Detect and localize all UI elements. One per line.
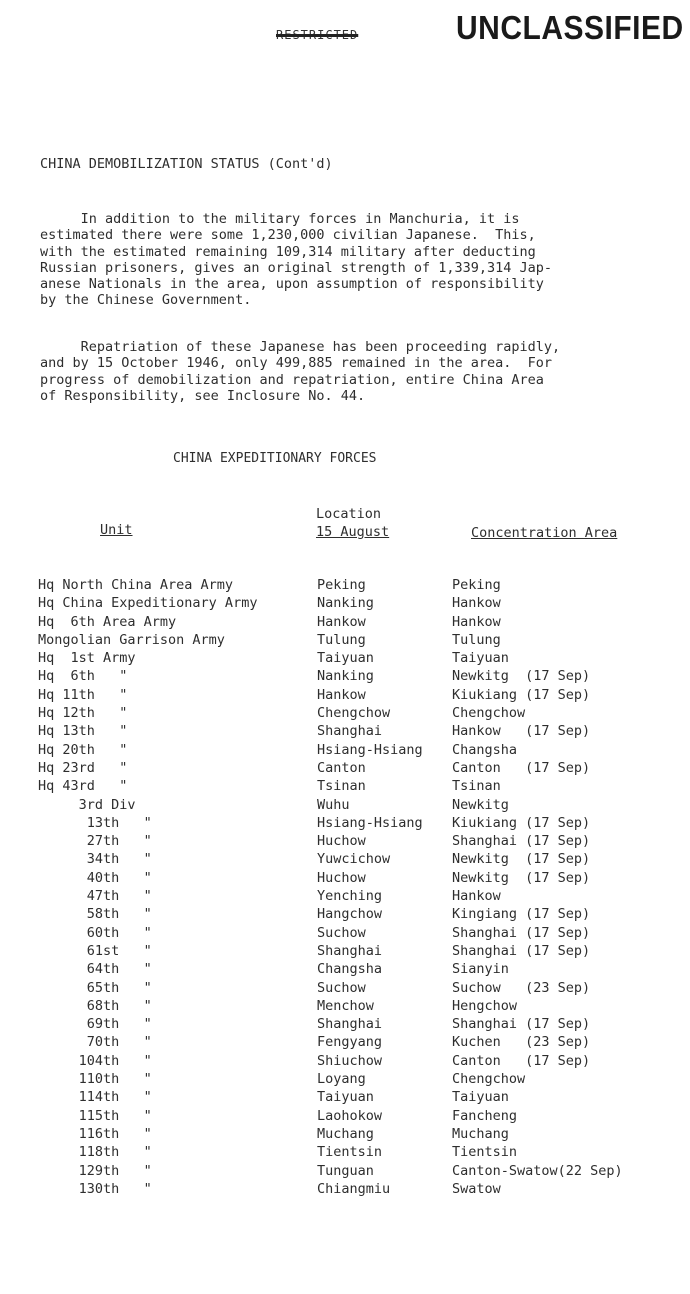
area-cell: Newkitg (17 Sep) [452, 869, 591, 886]
unit-cell: 58th " [38, 906, 152, 923]
area-cell: Shanghai (17 Sep) [452, 833, 591, 850]
unit-cell: Hq 1st Army [38, 650, 136, 667]
area-cell: Changsha [452, 741, 518, 758]
table-row [0, 1033, 690, 1051]
restricted-stamp-struck: RESTRICTED [276, 28, 359, 42]
table-row [0, 576, 690, 594]
table-row [0, 832, 690, 850]
table-row [0, 887, 690, 905]
area-cell: Taiyuan [452, 1089, 509, 1106]
unit-cell: 60th " [38, 924, 152, 941]
paragraph-line: Repatriation of these Japanese has been proceeding rapidly, [40, 339, 561, 355]
location-cell: Huchow [317, 833, 366, 850]
unit-cell: 116th " [38, 1125, 152, 1142]
area-cell: Sianyin [452, 961, 509, 978]
table-row [0, 814, 690, 832]
area-cell: Kuchen (23 Sep) [452, 1034, 591, 1051]
column-header-area-label: Concentration Area [471, 525, 618, 541]
unit-cell: Hq 13th " [38, 723, 128, 740]
location-cell: Muchang [317, 1125, 374, 1142]
location-cell: Hankow [317, 613, 366, 630]
paragraph-line: by the Chinese Government. [40, 292, 252, 309]
paragraph-line: In addition to the military forces in Manchuria, it is [40, 211, 520, 227]
table-row [0, 1107, 690, 1125]
unit-cell: 34th " [38, 851, 152, 868]
location-cell: Tsinan [317, 778, 366, 795]
area-cell: Muchang [452, 1125, 509, 1142]
unit-cell: 64th " [38, 961, 152, 978]
unit-cell: 40th " [38, 869, 152, 886]
paragraph-civilians [40, 211, 620, 309]
unit-cell: Hq 11th " [38, 686, 128, 703]
unit-table [0, 576, 690, 1198]
location-cell: Tientsin [317, 1144, 383, 1161]
location-cell: Nanking [317, 595, 374, 612]
location-cell: Laohokow [317, 1107, 383, 1124]
unit-cell: 114th " [38, 1089, 152, 1106]
unit-cell: Mongolian Garrison Army [38, 631, 225, 648]
area-cell: Shanghai (17 Sep) [452, 1016, 591, 1033]
area-cell: Hankow [452, 613, 501, 630]
column-header-unit [100, 521, 133, 539]
column-header-area [471, 524, 617, 542]
location-cell: Hsiang-Hsiang [317, 741, 423, 758]
area-cell: Canton-Swatow(22 Sep) [452, 1162, 623, 1179]
unit-cell: 13th " [38, 814, 152, 831]
table-row [0, 631, 690, 649]
table-row [0, 1015, 690, 1033]
unit-cell: Hq 6th Area Army [38, 613, 177, 630]
unit-cell: Hq 20th " [38, 741, 128, 758]
area-cell: Tulung [452, 631, 501, 648]
area-cell: Hankow [452, 888, 501, 905]
unit-cell: 61st " [38, 942, 152, 959]
area-cell: Canton (17 Sep) [452, 759, 591, 776]
area-cell: Swatow [452, 1180, 501, 1197]
area-cell: Chengchow [452, 1071, 526, 1088]
table-row [0, 759, 690, 777]
area-cell: Hengchow [452, 997, 518, 1014]
area-cell: Kiukiang (17 Sep) [452, 686, 591, 703]
table-row [0, 979, 690, 997]
unit-cell: Hq 6th " [38, 668, 128, 685]
table-row [0, 741, 690, 759]
area-cell: Newkitg (17 Sep) [452, 851, 591, 868]
table-row [0, 1162, 690, 1180]
table-row [0, 777, 690, 795]
area-cell: Taiyuan [452, 650, 509, 667]
unit-cell: Hq North China Area Army [38, 577, 234, 593]
area-cell: Chengchow [452, 705, 526, 722]
table-row [0, 613, 690, 631]
area-cell: Fancheng [452, 1107, 518, 1124]
area-cell: Newkitg (17 Sep) [452, 668, 591, 685]
table-row [0, 905, 690, 923]
unit-cell: 65th " [38, 979, 152, 996]
area-cell: Shanghai (17 Sep) [452, 942, 591, 959]
location-cell: Nanking [317, 668, 374, 685]
area-cell: Hankow (17 Sep) [452, 723, 591, 740]
column-header-location [316, 505, 389, 541]
unit-cell: 3rd Div [38, 796, 136, 813]
unit-cell: 115th " [38, 1107, 152, 1124]
location-cell: Huchow [317, 869, 366, 886]
location-cell: Hankow [317, 686, 366, 703]
table-row [0, 1180, 690, 1198]
table-row [0, 960, 690, 978]
table-row [0, 869, 690, 887]
page-header: CHINA DEMOBILIZATION STATUS (Cont'd) [40, 156, 333, 172]
paragraph-line: Russian prisoners, gives an original strength of 1,339,314 Jap- [40, 259, 553, 276]
table-row [0, 1070, 690, 1088]
table-row [0, 850, 690, 868]
table-row [0, 924, 690, 942]
table-row [0, 1125, 690, 1143]
unit-cell: 129th " [38, 1162, 152, 1179]
location-cell: Suchow [317, 979, 366, 996]
area-cell: Canton (17 Sep) [452, 1052, 591, 1069]
paragraph-line: of Responsibility, see Inclosure No. 44. [40, 387, 366, 404]
location-cell: Chiangmiu [317, 1180, 391, 1197]
table-row [0, 667, 690, 685]
area-cell: Kiukiang (17 Sep) [452, 814, 591, 831]
location-cell: Taiyuan [317, 1089, 374, 1106]
location-cell: Yenching [317, 888, 383, 905]
location-cell: Shanghai [317, 1016, 383, 1033]
table-row [0, 796, 690, 814]
location-cell: Suchow [317, 924, 366, 941]
unit-cell: 47th " [38, 888, 152, 905]
paragraph-line: with the estimated remaining 109,314 military after deducting [40, 243, 536, 260]
unclassified-stamp: UNCLASSIFIED [456, 10, 684, 47]
area-cell: Newkitg [452, 796, 509, 813]
area-cell: Shanghai (17 Sep) [452, 924, 591, 941]
location-cell: Hangchow [317, 906, 383, 923]
unit-cell: Hq 43rd " [38, 778, 128, 795]
location-cell: Chengchow [317, 705, 391, 722]
unit-cell: 70th " [38, 1034, 152, 1051]
table-row [0, 1088, 690, 1106]
location-cell: Wuhu [317, 796, 350, 813]
location-cell: Shiuchow [317, 1052, 383, 1069]
unit-cell: Hq 12th " [38, 705, 128, 722]
column-header-location-line1: Location [316, 506, 382, 522]
area-cell: Peking [452, 577, 501, 593]
table-row [0, 942, 690, 960]
unit-cell: Hq 23rd " [38, 759, 128, 776]
location-cell: Hsiang-Hsiang [317, 814, 423, 831]
area-cell: Hankow [452, 595, 501, 612]
column-header-location-line2: 15 August [316, 524, 390, 540]
table-row [0, 594, 690, 612]
unit-cell: 68th " [38, 997, 152, 1014]
table-row [0, 704, 690, 722]
table-row [0, 649, 690, 667]
paragraph-line: and by 15 October 1946, only 499,885 remained in the area. For [40, 355, 553, 372]
paragraph-line: anese Nationals in the area, upon assumption of responsibility [40, 276, 544, 293]
unit-cell: 27th " [38, 833, 152, 850]
area-cell: Tientsin [452, 1144, 518, 1161]
location-cell: Yuwcichow [317, 851, 391, 868]
location-cell: Shanghai [317, 723, 383, 740]
section-title: CHINA EXPEDITIONARY FORCES [173, 451, 377, 466]
table-row [0, 686, 690, 704]
location-cell: Taiyuan [317, 650, 374, 667]
area-cell: Kingiang (17 Sep) [452, 906, 591, 923]
location-cell: Fengyang [317, 1034, 383, 1051]
location-cell: Canton [317, 759, 366, 776]
location-cell: Menchow [317, 997, 374, 1014]
table-row [0, 997, 690, 1015]
paragraph-repatriation [40, 339, 620, 404]
location-cell: Peking [317, 577, 366, 593]
paragraph-line: estimated there were some 1,230,000 civilian Japanese. This, [40, 227, 536, 244]
unit-cell: 130th " [38, 1180, 152, 1197]
table-row [0, 1052, 690, 1070]
location-cell: Tunguan [317, 1162, 374, 1179]
unit-cell: 69th " [38, 1016, 152, 1033]
table-row [0, 722, 690, 740]
location-cell: Loyang [317, 1071, 366, 1088]
table-row [0, 1143, 690, 1161]
paragraph-line: progress of demobilization and repatriation, entire China Area [40, 371, 544, 388]
column-header-unit-label: Unit [100, 522, 133, 538]
area-cell: Suchow (23 Sep) [452, 979, 591, 996]
location-cell: Changsha [317, 961, 383, 978]
location-cell: Tulung [317, 631, 366, 648]
location-cell: Shanghai [317, 942, 383, 959]
unit-cell: 118th " [38, 1144, 152, 1161]
unit-cell: 110th " [38, 1071, 152, 1088]
unit-cell: 104th " [38, 1052, 152, 1069]
area-cell: Tsinan [452, 778, 501, 795]
unit-cell: Hq China Expeditionary Army [38, 595, 258, 612]
